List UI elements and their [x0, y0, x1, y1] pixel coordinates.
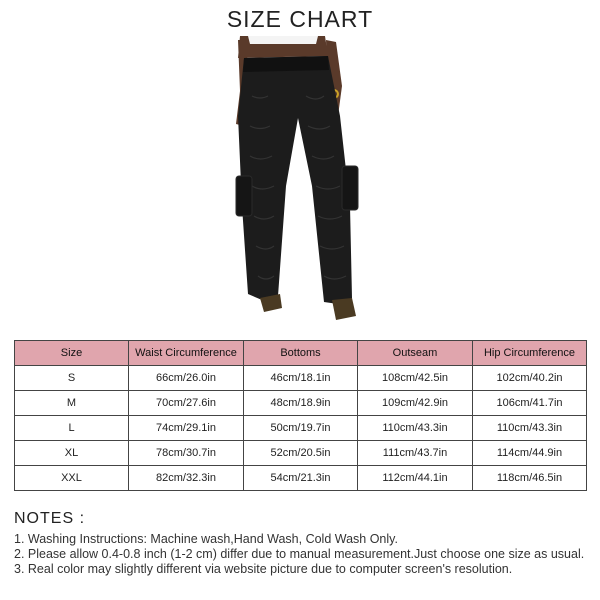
- cell-hip: 106cm/41.7in: [473, 391, 587, 416]
- table-row: [15, 416, 587, 441]
- cell-outseam: 110cm/43.3in: [358, 416, 473, 441]
- table-row: [15, 391, 587, 416]
- cell-outseam: 112cm/44.1in: [358, 466, 473, 491]
- cell-waist: 82cm/32.3in: [129, 466, 244, 491]
- cell-outseam: 111cm/43.7in: [358, 441, 473, 466]
- cell-hip: 102cm/40.2in: [473, 366, 587, 391]
- table-row: [15, 466, 587, 491]
- notes-title: NOTES :: [14, 510, 86, 527]
- cell-size: M: [15, 391, 129, 416]
- cell-size: XXL: [15, 466, 129, 491]
- cell-bottoms: 52cm/20.5in: [244, 441, 358, 466]
- cell-hip: 118cm/46.5in: [473, 466, 587, 491]
- cell-outseam: 108cm/42.5in: [358, 366, 473, 391]
- cell-bottoms: 54cm/21.3in: [244, 466, 358, 491]
- cell-hip: 114cm/44.9in: [473, 441, 587, 466]
- cell-size: XL: [15, 441, 129, 466]
- header-waist: Waist Circumference: [129, 341, 244, 366]
- cell-waist: 78cm/30.7in: [129, 441, 244, 466]
- cell-waist: 66cm/26.0in: [129, 366, 244, 391]
- page-title: SIZE CHART: [226, 6, 374, 32]
- table-row: [15, 441, 587, 466]
- cell-size: L: [15, 416, 129, 441]
- cell-outseam: 109cm/42.9in: [358, 391, 473, 416]
- cell-waist: 74cm/29.1in: [129, 416, 244, 441]
- cell-bottoms: 46cm/18.1in: [244, 366, 358, 391]
- note-color: 3. Real color may slightly different via website picture due to computer screen's resolution.: [14, 562, 513, 576]
- black-cargo-pants-model-icon: [200, 36, 400, 326]
- header-size: Size: [15, 341, 129, 366]
- size-chart-table: [14, 340, 587, 491]
- cell-waist: 70cm/27.6in: [129, 391, 244, 416]
- header-bottoms: Bottoms: [244, 341, 358, 366]
- table-header-row: [15, 341, 587, 366]
- cell-size: S: [15, 366, 129, 391]
- cell-bottoms: 48cm/18.9in: [244, 391, 358, 416]
- note-measurement: 2. Please allow 0.4-0.8 inch (1-2 cm) differ due to manual measurement.Just choose one size as usual.: [14, 547, 585, 561]
- cell-hip: 110cm/43.3in: [473, 416, 587, 441]
- notes-section: [14, 510, 594, 577]
- table-row: [15, 366, 587, 391]
- header-hip: Hip Circumference: [473, 341, 587, 366]
- note-washing: 1. Washing Instructions: Machine wash,Hand Wash, Cold Wash Only.: [14, 532, 398, 546]
- header-outseam: Outseam: [358, 341, 473, 366]
- product-photo: [200, 36, 400, 326]
- cell-bottoms: 50cm/19.7in: [244, 416, 358, 441]
